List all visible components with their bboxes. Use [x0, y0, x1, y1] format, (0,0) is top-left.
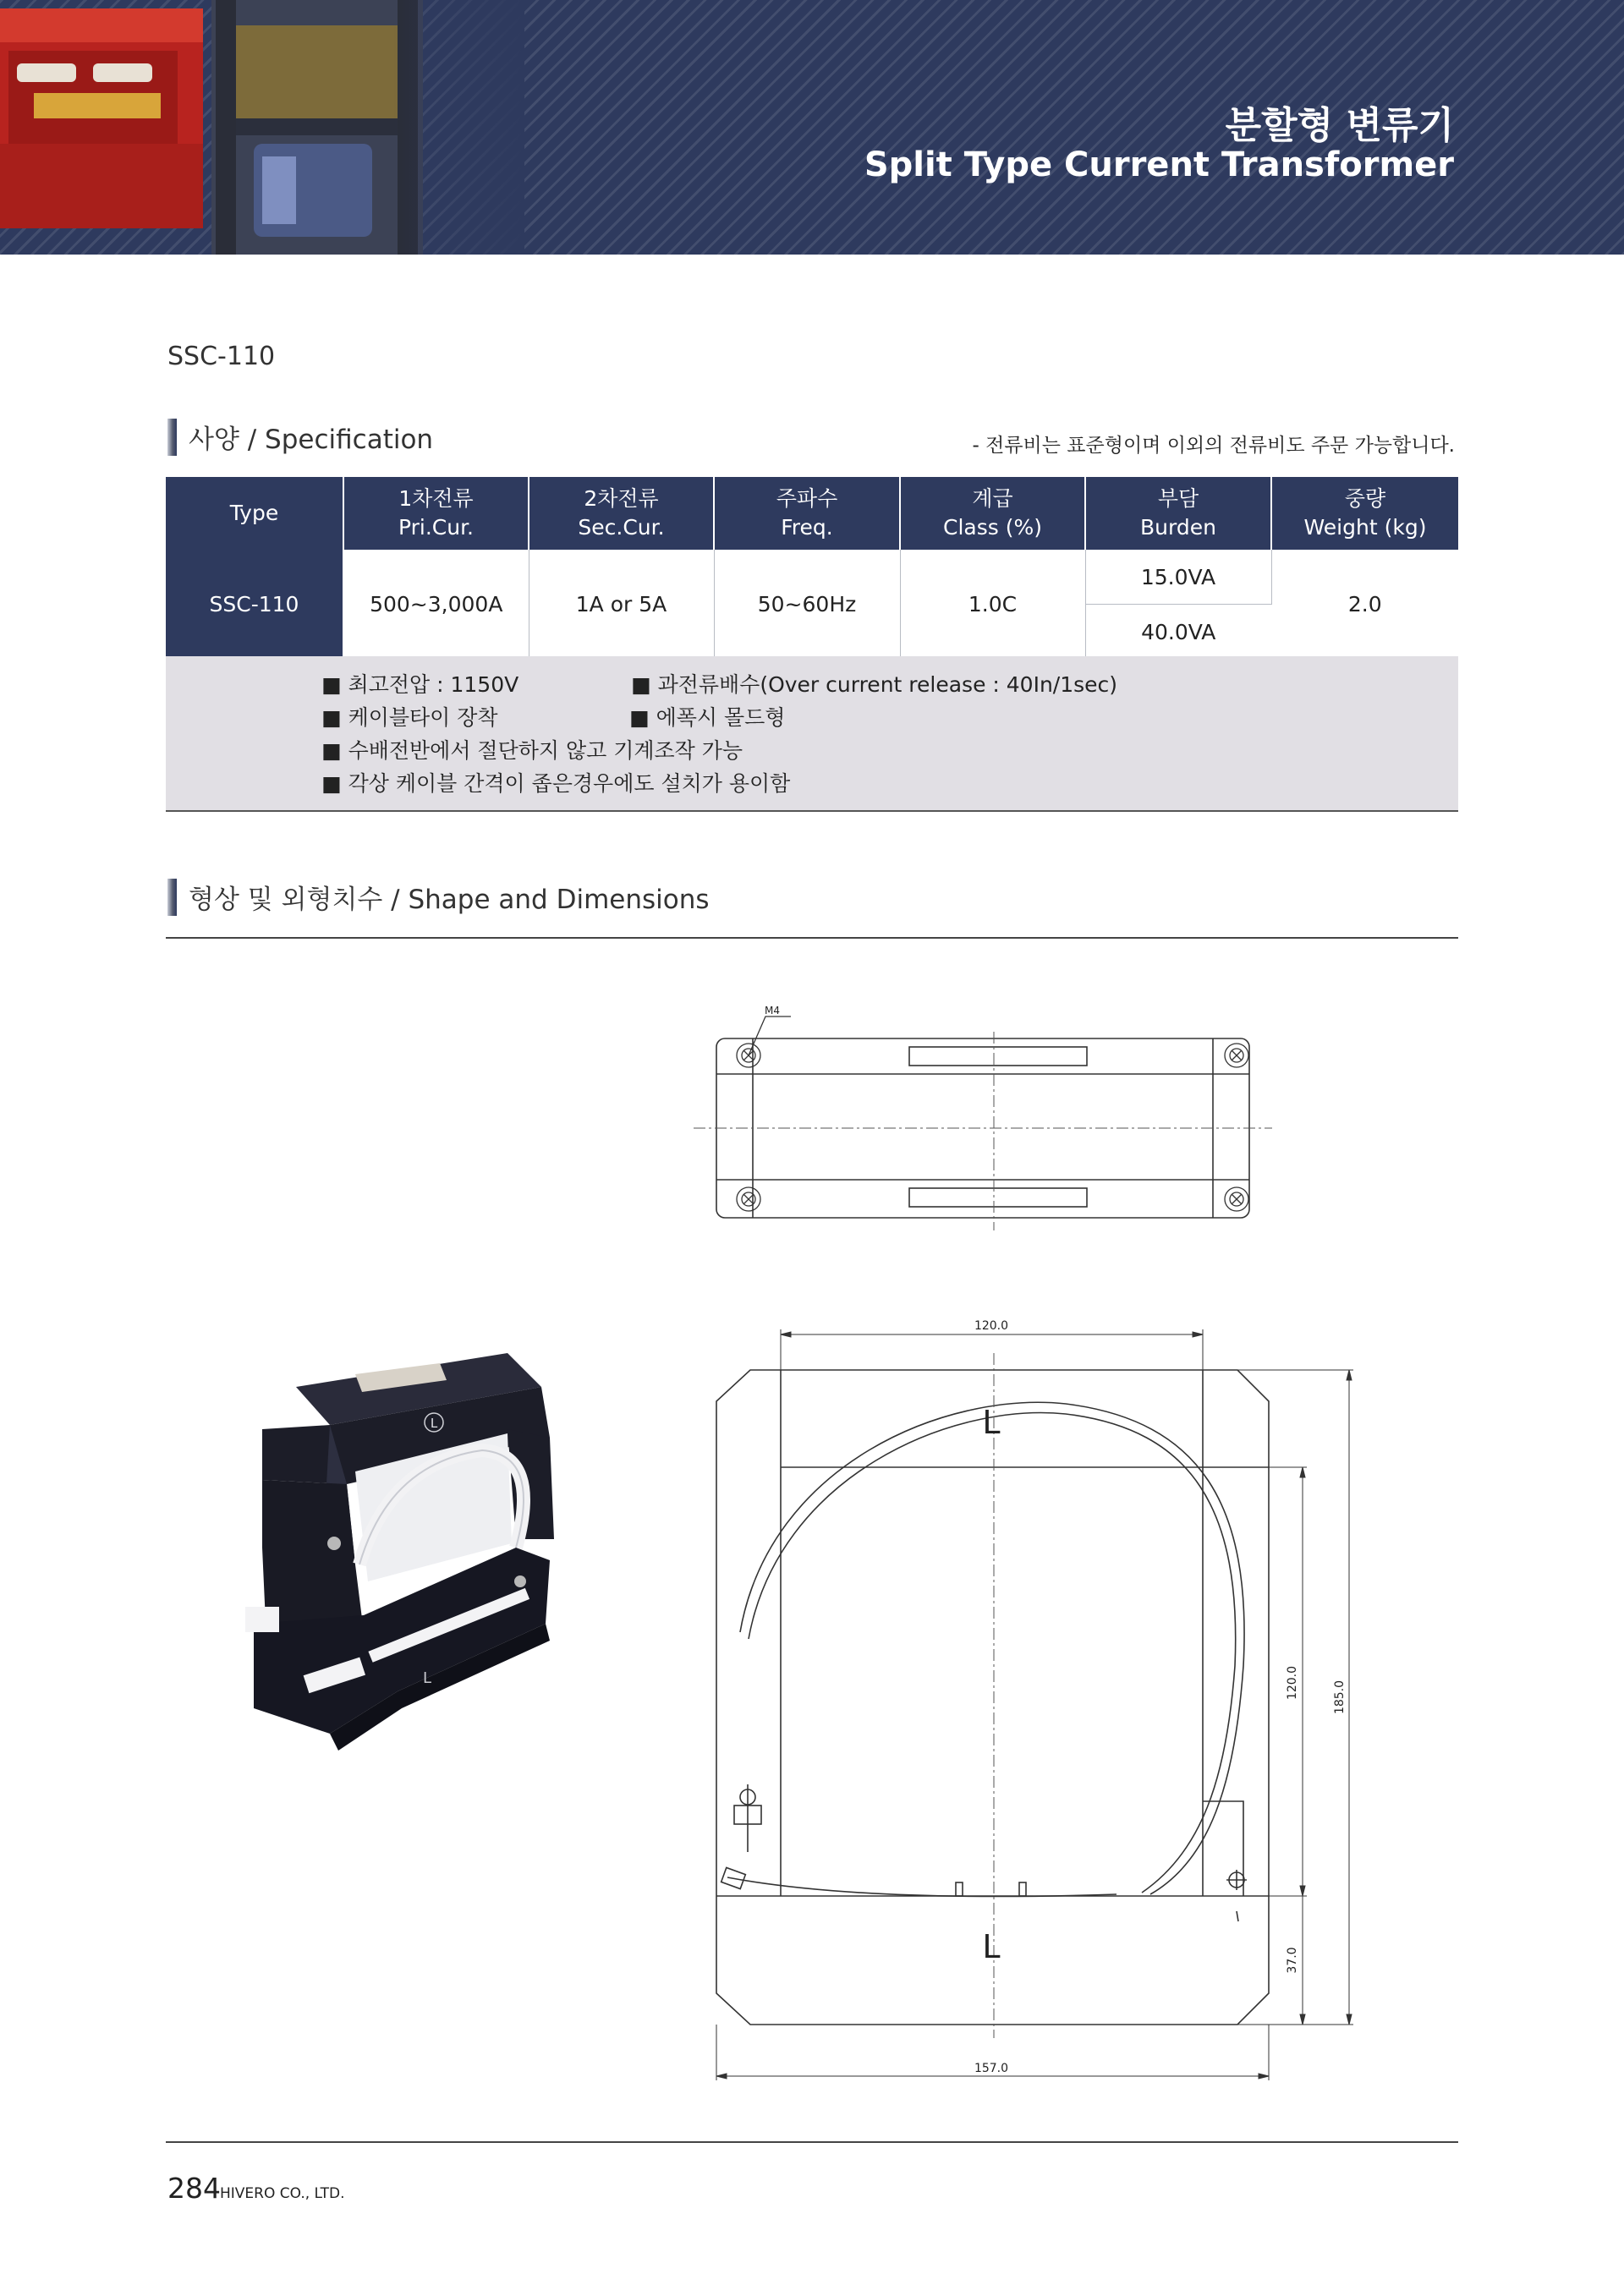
- col-header-pri-cur: 1차전류 Pri.Cur.: [343, 477, 529, 550]
- front-view-drawing: [694, 1311, 1370, 2089]
- drawing-mark-l-bottom: L: [982, 1928, 1001, 1965]
- shape-section-heading: [167, 878, 710, 916]
- cell-burden-2: 40.0VA: [1085, 605, 1271, 660]
- spec-section-title: 사양 / Specification: [189, 425, 434, 455]
- col-header-weight: 중량 Weight (kg): [1271, 477, 1458, 550]
- feature-item: ■ 에폭시 몰드형: [629, 705, 786, 730]
- section-marker-bar: [167, 419, 177, 456]
- spec-note: - 전류비는 표준형이며 이외의 전류비도 주문 가능합니다.: [972, 435, 1455, 457]
- cell-freq: 50~60Hz: [714, 550, 900, 660]
- feature-item: ■ 수배전반에서 절단하지 않고 기계조작 가능: [321, 738, 743, 763]
- dim-inner-height: 120.0: [1286, 1665, 1299, 1701]
- section-divider: [166, 937, 1458, 939]
- spec-table-header-row: [166, 477, 1458, 550]
- dim-bottom-width: 157.0: [974, 2062, 1009, 2075]
- feature-item: ■ 과전류배수(Over current release : 40In/1sec): [631, 672, 1118, 697]
- table-row: [166, 550, 1458, 605]
- cell-sec-cur: 1A or 5A: [529, 550, 714, 660]
- feature-item: ■ 케이블타이 장착: [321, 705, 498, 730]
- spec-section-heading: [167, 418, 433, 456]
- header-banner: [0, 0, 1624, 255]
- banner-product-photo: [0, 0, 524, 255]
- feature-item: ■ 각상 케이블 간격이 좁은경우에도 설치가 용이함: [321, 771, 791, 796]
- product-photo: [228, 1336, 584, 1751]
- footer-divider: [166, 2141, 1458, 2143]
- cell-type: SSC-110: [166, 550, 343, 660]
- section-marker-bar: [167, 879, 177, 916]
- col-header-burden: 부담 Burden: [1085, 477, 1271, 550]
- feature-item: ■ 최고전압 : 1150V: [321, 672, 519, 697]
- cell-burden-1: 15.0VA: [1085, 550, 1271, 605]
- photo-mark-l-bottom: L: [422, 1669, 432, 1687]
- dim-top-width: 120.0: [974, 1319, 1009, 1333]
- dim-lower-height: 37.0: [1286, 1947, 1299, 1974]
- col-header-sec-cur: 2차전류 Sec.Cur.: [529, 477, 714, 550]
- model-name: SSC-110: [167, 342, 276, 371]
- page-number: 284: [167, 2172, 221, 2205]
- col-header-type: Type: [166, 477, 343, 550]
- photo-mark-l-top: L: [430, 1416, 438, 1431]
- drawing-mark-l-top: L: [982, 1404, 1001, 1441]
- cell-weight: 2.0: [1271, 550, 1458, 660]
- spec-table: [166, 477, 1458, 660]
- shape-section-title: 형상 및 외형치수 / Shape and Dimensions: [189, 885, 710, 915]
- company-name: HIVERO CO., LTD.: [220, 2185, 345, 2202]
- col-header-class: 계급 Class (%): [900, 477, 1085, 550]
- features-box: [166, 656, 1458, 812]
- dim-total-height: 185.0: [1333, 1680, 1347, 1715]
- col-header-freq: 주파수 Freq.: [714, 477, 900, 550]
- cell-class: 1.0C: [900, 550, 1085, 660]
- top-view-drawing: [694, 998, 1286, 1235]
- banner-title-english: Split Type Current Transformer: [864, 145, 1454, 184]
- screw-label: M4: [765, 1005, 780, 1016]
- cell-pri-cur: 500~3,000A: [343, 550, 529, 660]
- banner-title-korean: 분할형 변류기: [1225, 104, 1454, 147]
